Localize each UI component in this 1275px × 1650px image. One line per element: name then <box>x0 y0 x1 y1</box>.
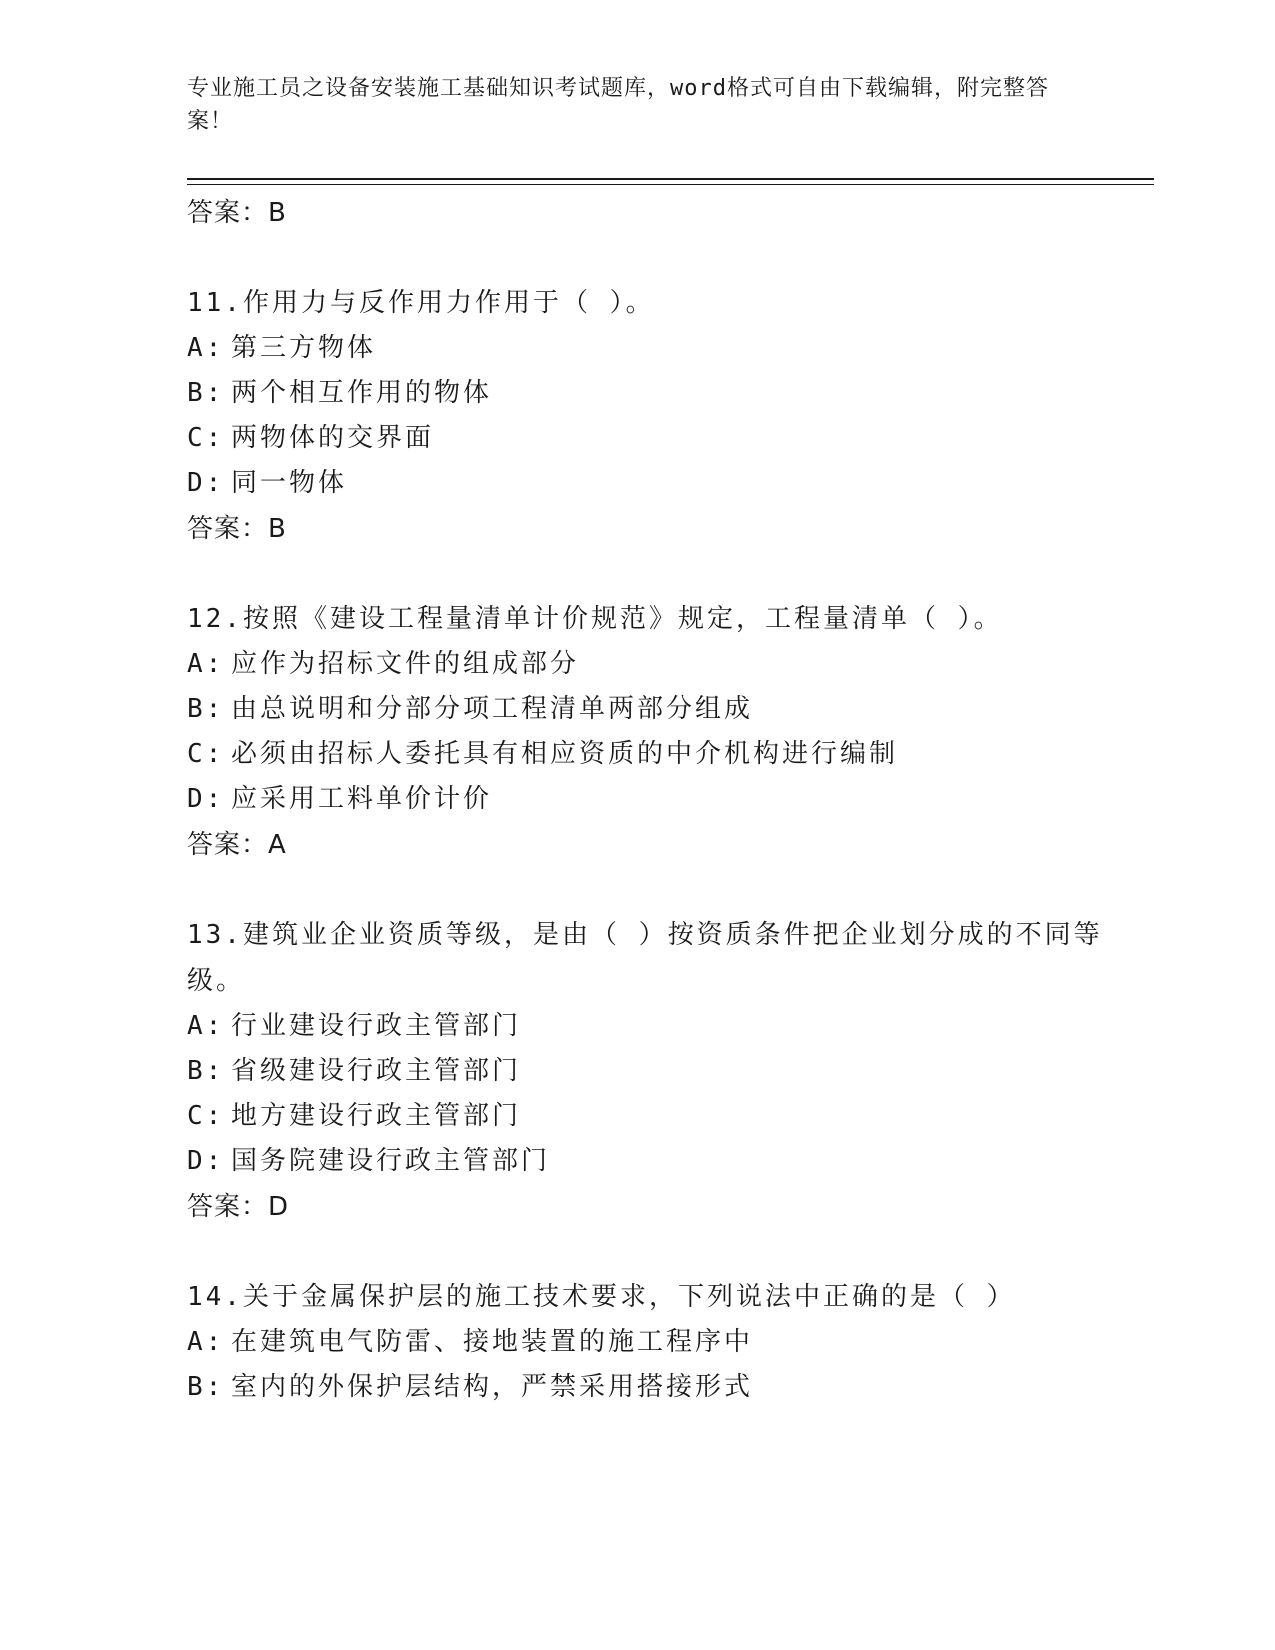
option-b: B: 由总说明和分部分项工程清单两部分组成 <box>187 694 754 724</box>
document-header: 专业施工员之设备安装施工基础知识考试题库，word格式可自由下载编辑，附完整答案！ <box>187 76 1049 134</box>
answer-line: 答案：A <box>187 830 287 860</box>
option-b: B: 室内的外保护层结构，严禁采用搭接形式 <box>187 1372 754 1402</box>
option-c: C: 地方建设行政主管部门 <box>187 1101 522 1131</box>
question-stem: 13.建筑业企业资质等级，是由（ ）按资质条件把企业划分成的不同等级。 <box>187 920 1103 996</box>
question-stem: 14.关于金属保护层的施工技术要求，下列说法中正确的是（ ） <box>187 1282 1016 1312</box>
question-block <box>187 912 1127 1230</box>
option-c: C: 必须由招标人委托具有相应资质的中介机构进行编制 <box>187 739 899 769</box>
answer-line: 答案：B <box>187 198 287 228</box>
question-block <box>187 280 1127 552</box>
option-a: A: 在建筑电气防雷、接地装置的施工程序中 <box>187 1327 754 1357</box>
option-d: D: 同一物体 <box>187 468 348 498</box>
question-stem: 12.按照《建设工程量清单计价规范》规定，工程量清单（ ）。 <box>187 604 1003 634</box>
answer-line: 答案：D <box>187 1192 290 1222</box>
option-d: D: 国务院建设行政主管部门 <box>187 1146 551 1176</box>
header-divider-thick <box>187 178 1154 180</box>
option-a: A: 行业建设行政主管部门 <box>187 1011 522 1041</box>
question-stem: 11.作用力与反作用力作用于（ ）。 <box>187 288 655 318</box>
option-c: C: 两物体的交界面 <box>187 423 435 453</box>
option-a: A: 第三方物体 <box>187 333 377 363</box>
option-d: D: 应采用工料单价计价 <box>187 784 493 814</box>
option-b: B: 省级建设行政主管部门 <box>187 1056 522 1086</box>
option-a: A: 应作为招标文件的组成部分 <box>187 649 580 679</box>
answer-line: 答案：B <box>187 514 287 544</box>
question-list <box>187 190 1127 1410</box>
question-block <box>187 596 1127 868</box>
question-block <box>187 1274 1127 1410</box>
header-divider-thin <box>187 184 1154 185</box>
option-b: B: 两个相互作用的物体 <box>187 378 493 408</box>
